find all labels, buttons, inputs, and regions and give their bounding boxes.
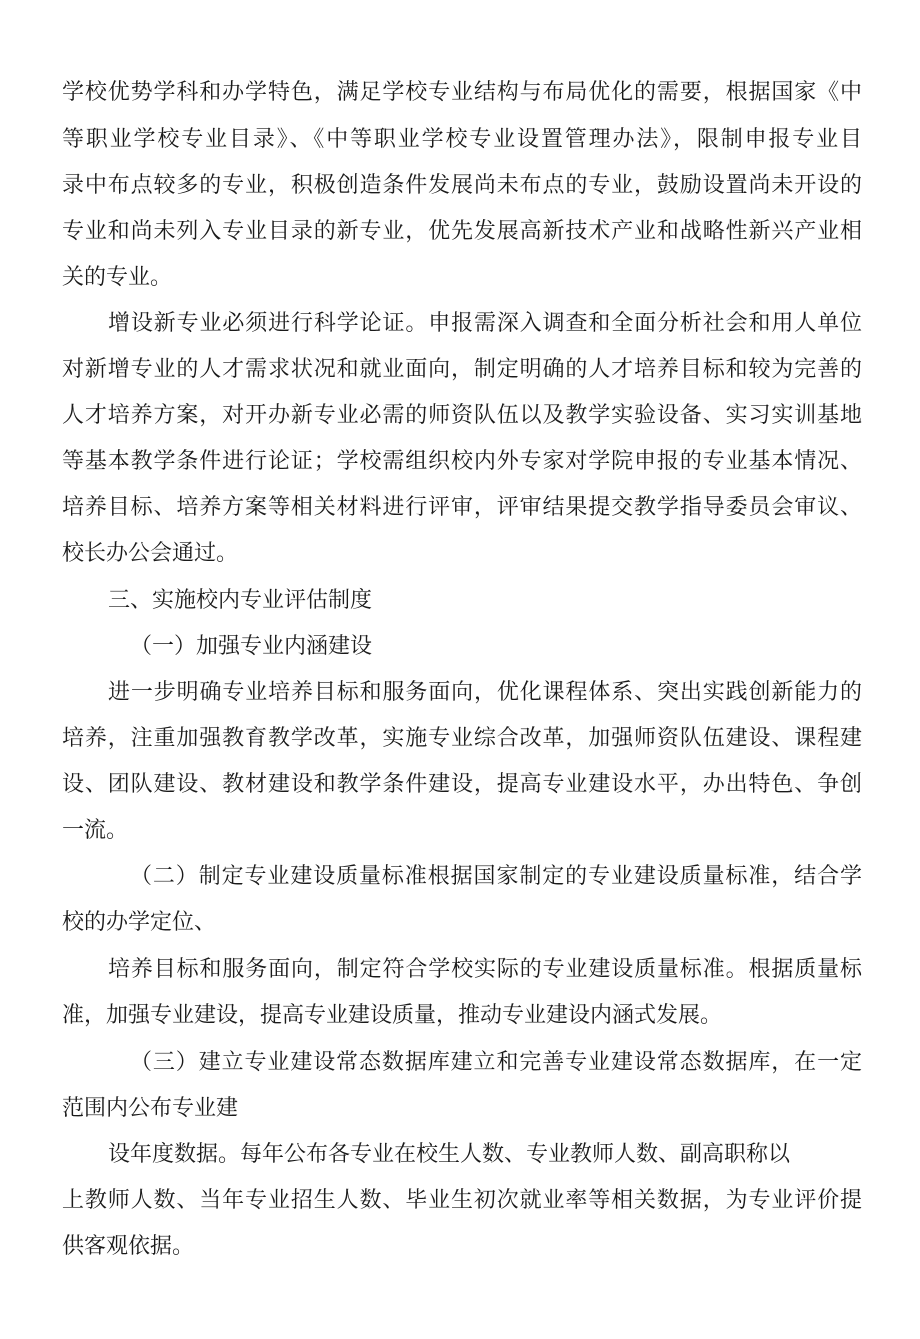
paragraph-line: 等职业学校专业目录》、《中等职业学校专业设置管理办法》，限制申报专业目: [62, 127, 862, 152]
paragraph-line: 准，加强专业建设，提高专业建设质量，推动专业建设内涵式发展。: [62, 1003, 723, 1028]
paragraph-line: 人才培养方案，对开办新专业必需的师资队伍以及教学实验设备、实习实训基地: [62, 403, 862, 428]
paragraph-line: 学校优势学科和办学特色，满足学校专业结构与布局优化的需要，根据国家《中: [62, 80, 862, 105]
subsection-heading: （三）建立专业建设常态数据库建立和完善专业建设常态数据库，在一定: [130, 1050, 862, 1075]
subsection-heading: （一）加强专业内涵建设: [130, 634, 373, 659]
section-heading: 三、实施校内专业评估制度: [108, 588, 373, 613]
subsection-heading: （二）制定专业建设质量标准根据国家制定的专业建设质量标准，结合学: [130, 864, 862, 889]
paragraph-line: 对新增专业的人才需求状况和就业面向，制定明确的人才培养目标和较为完善的: [62, 357, 862, 382]
paragraph-line: 范围内公布专业建: [62, 1096, 239, 1121]
paragraph-line: 等基本教学条件进行论证；学校需组织校内外专家对学院申报的专业基本情况、: [62, 449, 862, 474]
paragraph-line: 上教师人数、当年专业招生人数、毕业生初次就业率等相关数据，为专业评价提: [62, 1188, 862, 1213]
paragraph-line: 录中布点较多的专业，积极创造条件发展尚未布点的专业，鼓励设置尚未开设的: [62, 173, 862, 198]
paragraph-line: 设年度数据。每年公布各专业在校生人数、专业教师人数、副高职称以: [108, 1142, 791, 1167]
paragraph-line: 关的专业。: [62, 265, 173, 290]
paragraph-line: 校长办公会通过。: [62, 541, 239, 566]
paragraph-line: 设、团队建设、教材建设和教学条件建设，提高专业建设水平，办出特色、争创: [62, 772, 862, 797]
paragraph-line: 一流。: [62, 818, 129, 843]
paragraph-line: 培养目标、培养方案等相关材料进行评审，评审结果提交教学指导委员会审议、: [62, 495, 862, 520]
paragraph-line: 校的办学定位、: [62, 910, 217, 935]
paragraph-line: 增设新专业必须进行科学论证。申报需深入调查和全面分析社会和用人单位: [108, 311, 862, 336]
paragraph-line: 进一步明确专业培养目标和服务面向，优化课程体系、突出实践创新能力的: [108, 680, 862, 705]
paragraph-line: 培养，注重加强教育教学改革，实施专业综合改革，加强师资队伍建设、课程建: [62, 726, 862, 751]
paragraph-line: 供客观依据。: [62, 1234, 195, 1259]
paragraph-line: 培养目标和服务面向，制定符合学校实际的专业建设质量标准。根据质量标: [108, 957, 862, 982]
paragraph-line: 专业和尚未列入专业目录的新专业，优先发展高新技术产业和战略性新兴产业相: [62, 219, 862, 244]
